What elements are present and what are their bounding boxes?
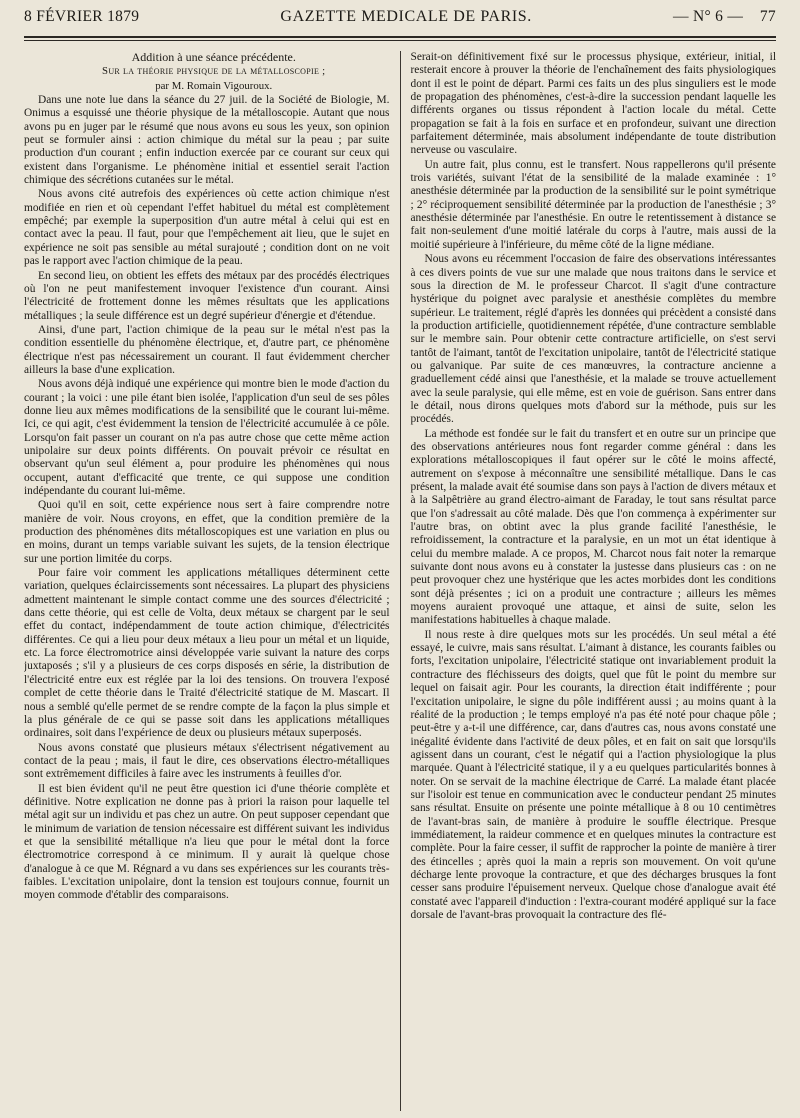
text-columns (24, 51, 776, 1111)
paragraph: Nous avons constaté que plusieurs métaux s'électrisent négativement au contact de la peau ; mais, il faut le dire, ces observations électro-métalliques sont extrêmement difficiles à faire avec les instruments à feuilles d'or. (24, 741, 390, 781)
section-heading: Addition à une séance précédente. (131, 51, 296, 64)
paragraph: Un autre fait, plus connu, est le transfert. Nous rappellerons qu'il présente trois variétés, suivant l'état de la sensibilité de la malade examinée : 1° anesthésie déterminée par la production de la sensibilité sur le point symétrique ; 2° réciproquement sensibilité déterminée par la production de l'anesthésie ; 3° anesthésie déterminée par l'anesthésie. En outre le retentissement à distance se fait non-seulement d'une moitié latérale du corps à l'autre, mais aussi de la moitié supérieure à l'inférieure, du même côté de la ligne médiane. (410, 158, 776, 251)
issue-date: 8 FÉVRIER 1879 (24, 8, 140, 25)
paragraph: Il nous reste à dire quelques mots sur les procédés. Un seul métal a été essayé, le cuivre, mais sans résultat. L'aimant à distance, les courants faibles ou forts, l'excitation unipolaire, l'électricité statique ont invariablement produit la contracture des fléchisseurs des doigts, quel que fût le point du membre sur lequel on faisait agir. Pour les courants, la direction était indifférente ; pour l'excitation unipolaire, le signe du pôle indifférent aussi ; au moins quant à la réalité de la production ; le temps employé n'a pas été noté pour chaque pôle ; peut-être y a-t-il une différence, car, dans d'autres cas, nous avons constaté une inégalité évidente dans l'activité de deux pôles, et en fait on sait que lorsqu'ils agissent dans un courant, c'est le négatif qui a l'action physiologique la plus marquée. Quant à l'électricité statique, il y a eu quelques particularités bonnes à noter. On se servait de la machine électrique de Carré. La malade étant placée sur l'isoloir est tenue en communication avec le conducteur pendant 25 minutes sans résultat. Ensuite on présente une pointe métallique à 8 ou 10 centimètres de l'avant-bras sain, de manière à produire le souffle électrique. Presque immédiatement, la raideur commence et en quelques minutes la contracture est complète. Pour la faire cesser, il suffit de rapprocher la pointe de manière à tirer des étincelles ; après quoi la main a repris son mouvement. On voit qu'une décharge lente provoque la contracture, et que des décharges brusques la font cesser sans produire l'épuisement nerveux. Quelque chose d'analogue avait été constaté avec l'appareil d'induction : l'extra-courant modéré appliqué sur la face dorsale de l'avant-bras provoquait la contracture des flé- (410, 628, 776, 921)
paragraph: Il est bien évident qu'il ne peut être question ici d'une théorie complète et définitive. Notre explication ne donne pas à priori la raison pour laquelle tel métal agit sur un individu et pas chez un autre. On peut supposer cependant que le minimum de variation de tension nécessaire est différent suivant les individus et que la sensibilité métallique n'a lieu que pour le métal dont la force électromotrice correspond à ce minimum. Il y aurait là quelque chose d'analogue à ce que M. Régnard a vu dans ses expériences sur les courants très-faibles. L'excitation unipolaire, dont la tension est toujours connue, fournit un moyen commode d'établir des comparaisons. (24, 782, 390, 902)
left-column (24, 51, 400, 1111)
page-number: 77 (759, 8, 776, 25)
right-column (401, 51, 777, 1111)
paragraph: La méthode est fondée sur le fait du transfert et en outre sur un principe que des observations antérieures nous font regarder comme général : dans les explorations métalloscopiques il faut opérer sur le côté le moins affecté, autrement on s'expose à méconnaître une sensibilité métallique. Dans le cas présent, la malade avait été soumise dans son pays à l'action de divers métaux et à la Salpêtrière au grand électro-aimant de Faraday, le tout sans résultat parce que l'on s'adressait au côté malade. Dès que l'on commença à expérimenter sur l'autre bras, on obtint avec la plus grande facilité l'anesthésie, le refroidissement, la contracture et la paralysie, en un mot un état identique à celui du membre malade. A ce propos, M. Charcot nous fait noter la remarque suivante dont nous avons eu à constater la justesse dans plusieurs cas : on ne peut provoquer chez une hystérique que les actes morbides dont les conditions sont déjà présentes ; ici on a produit une contracture ; ailleurs les mêmes moyens auraient provoqué une attaque, et ainsi de suite, selon les manifestations habituelles à chaque malade. (410, 427, 776, 627)
paragraph: Serait-on définitivement fixé sur le processus physique, extérieur, initial, il resterait encore à prouver la théorie de l'enchaînement des faits physiologiques dont il est le point de départ. Parmi ces faits un des plus singuliers est le mode de propagation des phénomènes, c'est-à-dire la succession pendant laquelle les différents organes ou tissus répondent à l'action locale du métal. Cette propagation se fait à la fois en surface et en profondeur, suivant une direction parfaitement déterminée, mais absolument indépendante de toute distribution nerveuse ou vasculaire. (410, 51, 776, 157)
journal-title: GAZETTE MEDICALE DE PARIS. (280, 8, 532, 25)
paragraph: Nous avons cité autrefois des expériences où cette action chimique n'est modifiée en rien et où cependant l'effet habituel du métal est complètement empêché; par exemple la superposition d'un autre métal à celui qui est en contact avec la peau. Il faut, pour que l'empêchement ait lieu, que le sujet en expérience ne soit pas sensible au métal surajouté ; condition dont on ne voit pas le rapport avec l'action chimique de la peau. (24, 188, 390, 268)
header-rule (24, 36, 776, 41)
article-author: par M. Romain Vigouroux. (155, 79, 273, 92)
issue-number: — N° 6 — (673, 8, 744, 25)
masthead (24, 8, 776, 30)
paragraph: Nous avons eu récemment l'occasion de faire des observations intéressantes à ces divers points de vue sur une malade que nous traitons dans le service et sous la direction de M. le professeur Charcot. Il s'agit d'une contracture hystérique du poignet avec paralysie et anesthésie complètes du membre supérieur. Le traitement, réglé d'après les données qui précèdent a consisté dans la production artificielle, quotidiennement répétée, d'une contracture semblable sur le membre sain. Pour obtenir cette contracture artificielle, on s'est servi tantôt de l'aimant, tantôt de l'excitation unipolaire, tantôt de l'électricité statique ou galvanique. Par suite de ces manœuvres, la contracture ancienne a graduellement cédé ainsi que l'anesthésie, et la malade se trouve actuellement avec la seule paralysie, qui elle même, est en voie de guérison. Sans entrer dans le détail, nous dirons quelques mots d'abord sur la méthode, puis sur les procédés. (410, 253, 776, 426)
article-title: Sur la théorie physique de la métalloscopie ; (102, 65, 326, 78)
paragraph: Nous avons déjà indiqué une expérience qui montre bien le mode d'action du courant ; la voici : une pile étant bien isolée, l'application d'un seul de ses pôles donne lieu aux mêmes modifications de la sensibilité que le courant lui-même. Ici, ce qui agit, c'est évidemment la tension de l'électricité accumulée à ce pôle. Lorsqu'on fait passer un courant on n'a pas autre chose que cette même action unipolaire sur deux points différents. On pouvait prévoir ce résultat en observant qu'un seul élément a, pour produire les phénomènes qui nous occupent, autant d'efficacité que trente, ce qui suppose une condition indépendante du courant lui-même. (24, 378, 390, 497)
issue-number-and-page (673, 8, 776, 26)
paragraph: Dans une note lue dans la séance du 27 juil. de la Société de Biologie, M. Onimus a esquissé une théorie physique de la métalloscopie. Autant que nous avons pu en juger par le résumé que nous avons eu sous les yeux, son opinion peut se formuler ainsi : action chimique du métal sur la peau ; par suite production d'un courant ; enfin induction exercée par ce courant sur ceux qui existent dans l'organisme. Le phénomène initial et essentiel serait l'action chimique des sécrétions cutanées sur le métal. (24, 94, 390, 187)
paragraph: En second lieu, on obtient les effets des métaux par des procédés électriques où l'on ne peut manifestement invoquer l'existence d'un courant. Ainsi l'électricité de frottement donne les mêmes résultats que les applications métalliques ; la seule différence est un degré supérieur d'énergie et d'étendue. (24, 269, 390, 322)
paragraph: Quoi qu'il en soit, cette expérience nous sert à faire comprendre notre manière de voir. Nous croyons, en effet, que la condition première de la production des phénomènes dits métalloscopiques est une variation en plus ou en moins, durant un temps variable suivant les sujets, de la tension électrique sur une portion limitée du corps. (24, 499, 390, 565)
paragraph: Ainsi, d'une part, l'action chimique de la peau sur le métal n'est pas la condition essentielle du phénomène électrique, et, d'autre part, ce phénomène électrique n'est pas nécessairement un courant. Il faut évidemment chercher ailleurs la base d'une explication. (24, 323, 390, 376)
paragraph: Pour faire voir comment les applications métalliques déterminent cette variation, quelques éclaircissements sont nécessaires. La plupart des physiciens admettent maintenant le simple contact comme une des sources d'électricité ; dans cette théorie, qui est celle de Volta, deux métaux se chargent par le seul effet du contact, indépendamment de toute action chimique, d'électricités différentes. Ce qui a lieu pour deux métaux a lieu pour un métal et un liquide, etc. La force électromotrice ainsi développée varie suivant la nature des corps juxtaposés ; s'il y a plusieurs de ces corps disposés en série, la distribution de l'électricité entre eux est réglée par la loi des tensions. On trouvera l'exposé complet de cette théorie dans le Traité d'électricité statique de M. Mascart. Il nous a semblé qu'elle permet de se rendre compte de la façon la plus simple et la plus générale de ce qui se passe soit dans les applications métalliques ordinaires, soit dans l'expérience de deux ou plusieurs métaux superposés. (24, 567, 390, 740)
